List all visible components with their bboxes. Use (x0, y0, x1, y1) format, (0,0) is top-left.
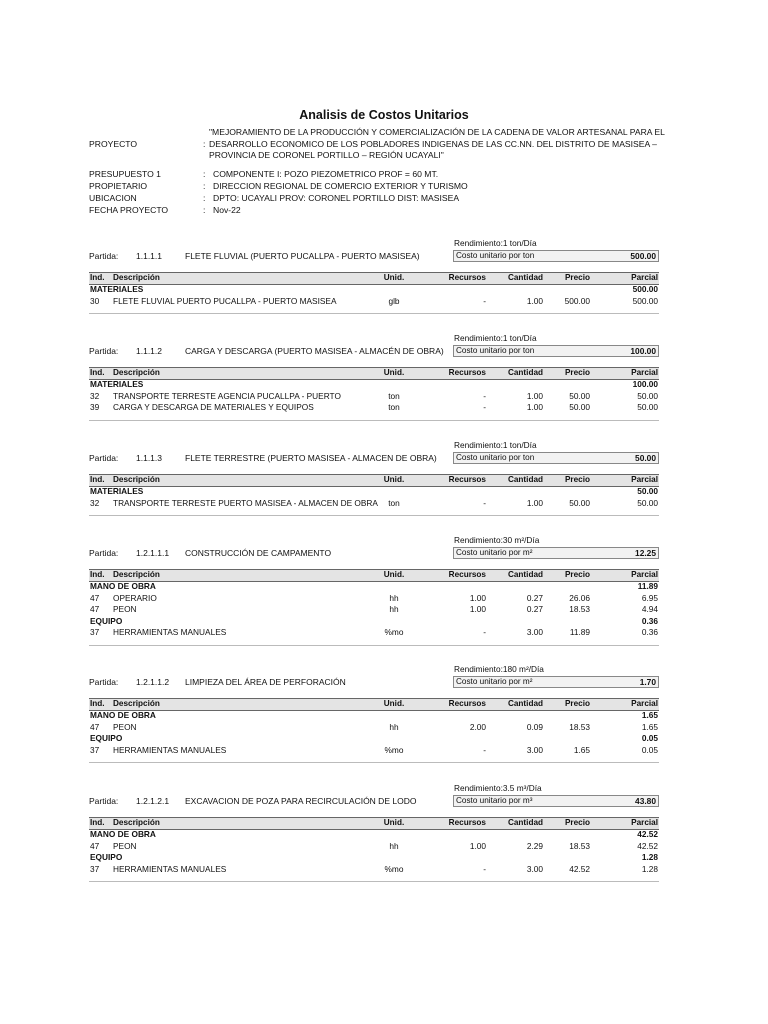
rendimiento: Rendimiento:3.5 m³/Día (454, 783, 542, 793)
table-row (89, 498, 659, 509)
header-value: DPTO: UCAYALI PROV: CORONEL PORTILLO DIST: MASISEA (213, 193, 460, 203)
unit-cost-box (453, 676, 659, 688)
cell-parc: 0.36 (641, 627, 658, 637)
section-divider (89, 515, 659, 516)
column-header-unid: Unid. (383, 273, 405, 282)
cell-prec: 11.89 (569, 627, 590, 637)
group-row (89, 829, 659, 840)
group-name: EQUIPO (90, 733, 123, 743)
cell-cant: 3.00 (526, 627, 543, 637)
partida-label: Partida: (89, 548, 119, 558)
unit-cost-value: 100.00 (630, 346, 656, 356)
cell-rec: 1.00 (469, 604, 486, 614)
unit-cost-value: 12.25 (635, 548, 656, 558)
group-total: 1.65 (641, 710, 658, 720)
cell-ind: 37 (90, 744, 100, 755)
cell-ind: 39 (90, 402, 100, 412)
cell-rec: - (483, 402, 486, 412)
cell-parc: 42.52 (637, 840, 658, 851)
header-colon: : (203, 169, 206, 179)
group-total: 11.89 (637, 581, 658, 591)
cell-cant: 3.00 (526, 744, 543, 755)
cell-desc: HERRAMIENTAS MANUALES (113, 744, 227, 755)
group-row (89, 733, 659, 744)
partida-label: Partida: (89, 346, 119, 356)
header-label: PRESUPUESTO 1 (89, 169, 161, 179)
partida-code: 1.2.1.1.2 (136, 677, 170, 687)
cell-parc: 1.65 (641, 721, 658, 732)
cell-parc: 0.05 (641, 744, 658, 755)
header-value: PROVINCIA DE CORONEL PORTILLO – REGIÓN UCAYALI" (209, 150, 444, 160)
cell-prec: 42.52 (569, 863, 590, 874)
unit-cost-box (453, 795, 659, 807)
group-name: EQUIPO (90, 615, 123, 626)
group-row (89, 852, 659, 863)
table-row (89, 722, 659, 733)
column-header-desc: Descripción (113, 699, 160, 708)
partida-code: 1.2.1.2.1 (136, 796, 170, 806)
cell-ind: 32 (90, 497, 100, 508)
cell-cant: 1.00 (526, 497, 543, 508)
group-name: MANO DE OBRA (90, 710, 156, 720)
rendimiento: Rendimiento:30 m²/Día (454, 535, 540, 545)
rendimiento: Rendimiento:1 ton/Día (454, 238, 537, 248)
group-row (89, 710, 659, 721)
column-header-unid: Unid. (383, 570, 405, 579)
column-header-parc: Parcial (631, 818, 658, 827)
partida-description: EXCAVACION DE POZA PARA RECIRCULACIÓN DE LODO (185, 796, 417, 806)
column-header-rec: Recursos (448, 818, 486, 827)
partida-code: 1.2.1.1.1 (136, 548, 170, 558)
cell-rec: 1.00 (469, 592, 486, 603)
cell-unid: %mo (384, 863, 404, 874)
cell-rec: - (483, 744, 486, 755)
group-total: 42.52 (637, 829, 658, 839)
cell-ind: 47 (90, 604, 100, 614)
rendimiento: Rendimiento:1 ton/Día (454, 333, 537, 343)
column-header-desc: Descripción (113, 818, 160, 827)
rendimiento: Rendimiento:1 ton/Día (454, 440, 537, 450)
unit-cost-label: Costo unitario por m³ (456, 796, 533, 805)
page-title: Analisis de Costos Unitarios (299, 108, 469, 122)
cell-ind: 32 (90, 390, 100, 401)
column-header-cant: Cantidad (507, 570, 543, 579)
cell-unid: hh (389, 604, 399, 614)
group-total: 0.05 (641, 733, 658, 743)
cell-desc: PEON (113, 604, 137, 614)
group-row (89, 616, 659, 627)
group-name: MATERIALES (90, 284, 144, 294)
cell-rec: 2.00 (469, 721, 486, 732)
cell-cant: 0.09 (526, 721, 543, 732)
cell-desc: PEON (113, 721, 137, 732)
partida-label: Partida: (89, 677, 119, 687)
cell-desc: PEON (113, 840, 137, 851)
cell-prec: 50.00 (569, 497, 590, 508)
unit-cost-label: Costo unitario por m² (456, 677, 533, 686)
cell-cant: 0.27 (526, 592, 543, 603)
group-total: 0.36 (641, 615, 658, 626)
column-header-unid: Unid. (383, 368, 405, 377)
group-row (89, 581, 659, 592)
group-total: 50.00 (637, 486, 658, 496)
cell-cant: 1.00 (526, 402, 543, 412)
section-divider (89, 645, 659, 646)
column-header-rec: Recursos (448, 699, 486, 708)
column-header-desc: Descripción (113, 273, 160, 282)
cell-unid: hh (389, 840, 399, 851)
column-header-prec: Precio (564, 699, 590, 708)
group-row (89, 486, 659, 497)
table-row (89, 604, 659, 615)
column-header-rec: Recursos (448, 475, 486, 484)
group-row (89, 379, 659, 390)
cell-ind: 30 (90, 295, 100, 306)
header-colon: : (203, 205, 206, 215)
unit-cost-label: Costo unitario por m² (456, 548, 533, 557)
partida-code: 1.1.1.1 (136, 251, 162, 261)
column-header-parc: Parcial (631, 273, 658, 282)
unit-cost-value: 50.00 (635, 453, 656, 463)
partida-label: Partida: (89, 796, 119, 806)
column-header-rec: Recursos (448, 570, 486, 579)
cell-parc: 50.00 (637, 390, 658, 401)
group-row (89, 284, 659, 295)
cell-parc: 6.95 (641, 592, 658, 603)
cell-rec: - (483, 863, 486, 874)
header-label: PROYECTO (89, 138, 138, 149)
group-total: 1.28 (641, 852, 658, 862)
column-header-prec: Precio (564, 818, 590, 827)
header-label: UBICACION (89, 193, 137, 203)
group-name: MATERIALES (90, 486, 144, 496)
cell-ind: 37 (90, 863, 100, 874)
header-value: DESARROLLO ECONOMICO DE LOS POBLADORES INDIGENAS DE LAS CC.NN. DEL DISTRITO DE MASISEA – (209, 138, 657, 149)
column-header-cant: Cantidad (507, 475, 543, 484)
partida-description: CARGA Y DESCARGA (PUERTO MASISEA - ALMACÉN DE OBRA) (185, 346, 444, 356)
header-value: DIRECCION REGIONAL DE COMERCIO EXTERIOR Y TURISMO (213, 181, 468, 191)
table-row (89, 627, 659, 638)
column-header-cant: Cantidad (507, 818, 543, 827)
header-value: "MEJORAMIENTO DE LA PRODUCCIÓN Y COMERCIALIZACIÓN DE LA CADENA DE VALOR ARTESANAL PARA EL (209, 127, 665, 137)
header-label: FECHA PROYECTO (89, 205, 169, 215)
partida-description: LIMPIEZA DEL ÁREA DE PERFORACIÓN (185, 677, 346, 687)
column-header-rec: Recursos (448, 273, 486, 282)
cell-unid: hh (389, 592, 399, 603)
partida-code: 1.1.1.2 (136, 346, 162, 356)
cell-prec: 50.00 (569, 390, 590, 401)
cell-ind: 47 (90, 721, 100, 732)
cell-desc: OPERARIO (113, 592, 157, 603)
unit-cost-box (453, 250, 659, 262)
column-header-parc: Parcial (631, 570, 658, 579)
table-row (89, 402, 659, 413)
unit-cost-label: Costo unitario por ton (456, 346, 535, 355)
column-header-ind: Ind. (90, 570, 105, 579)
group-name: MATERIALES (90, 379, 144, 389)
group-name: MANO DE OBRA (90, 581, 156, 591)
cell-desc: HERRAMIENTAS MANUALES (113, 627, 227, 637)
cell-unid: ton (388, 402, 400, 412)
cell-parc: 500.00 (632, 295, 658, 306)
cell-prec: 50.00 (569, 402, 590, 412)
unit-cost-value: 43.80 (635, 796, 656, 806)
unit-cost-box (453, 547, 659, 559)
unit-cost-box (453, 345, 659, 357)
cell-desc: HERRAMIENTAS MANUALES (113, 863, 227, 874)
cell-unid: %mo (384, 627, 404, 637)
partida-label: Partida: (89, 251, 119, 261)
cell-cant: 2.29 (526, 840, 543, 851)
column-header-desc: Descripción (113, 570, 160, 579)
column-header-cant: Cantidad (507, 273, 543, 282)
column-header-unid: Unid. (383, 818, 405, 827)
cell-unid: ton (388, 497, 400, 508)
cell-prec: 26.06 (569, 592, 590, 603)
section-divider (89, 881, 659, 882)
cell-prec: 18.53 (569, 840, 590, 851)
cell-prec: 500.00 (564, 295, 590, 306)
group-name: EQUIPO (90, 852, 123, 862)
header-colon: : (203, 138, 206, 149)
cell-ind: 37 (90, 627, 100, 637)
column-header-parc: Parcial (631, 699, 658, 708)
column-header-unid: Unid. (383, 699, 405, 708)
column-header-ind: Ind. (90, 475, 105, 484)
column-header-ind: Ind. (90, 699, 105, 708)
cell-rec: - (483, 390, 486, 401)
cell-cant: 1.00 (526, 295, 543, 306)
column-header-prec: Precio (564, 570, 590, 579)
header-label: PROPIETARIO (89, 181, 148, 191)
cell-desc: TRANSPORTE TERRESTE AGENCIA PUCALLPA - PUERTO (113, 390, 341, 401)
group-total: 100.00 (632, 379, 658, 389)
cell-rec: 1.00 (469, 840, 486, 851)
header-colon: : (203, 181, 206, 191)
column-header-rec: Recursos (448, 368, 486, 377)
column-header-ind: Ind. (90, 368, 105, 377)
unit-cost-box (453, 452, 659, 464)
group-name: MANO DE OBRA (90, 829, 156, 839)
column-header-cant: Cantidad (507, 368, 543, 377)
table-row (89, 841, 659, 852)
cell-unid: glb (388, 295, 400, 306)
column-header-parc: Parcial (631, 475, 658, 484)
cell-ind: 47 (90, 592, 100, 603)
table-row (89, 296, 659, 307)
unit-cost-value: 1.70 (639, 677, 656, 687)
partida-code: 1.1.1.3 (136, 453, 162, 463)
cell-parc: 50.00 (637, 497, 658, 508)
cell-cant: 0.27 (526, 604, 543, 614)
cell-cant: 3.00 (526, 863, 543, 874)
cell-parc: 50.00 (637, 402, 658, 412)
section-divider (89, 420, 659, 421)
header-value: COMPONENTE I: POZO PIEZOMETRICO PROF = 60 MT. (213, 169, 439, 179)
cell-desc: CARGA Y DESCARGA DE MATERIALES Y EQUIPOS (113, 402, 314, 412)
cell-unid: %mo (384, 744, 404, 755)
cell-prec: 18.53 (569, 721, 590, 732)
column-header-ind: Ind. (90, 273, 105, 282)
table-row (89, 864, 659, 875)
column-header-prec: Precio (564, 273, 590, 282)
header-colon: : (203, 193, 206, 203)
table-row (89, 391, 659, 402)
unit-cost-value: 500.00 (630, 251, 656, 261)
column-header-parc: Parcial (631, 368, 658, 377)
column-header-desc: Descripción (113, 475, 160, 484)
cell-parc: 4.94 (641, 604, 658, 614)
cell-rec: - (483, 497, 486, 508)
cell-ind: 47 (90, 840, 100, 851)
header-value: Nov-22 (213, 205, 241, 215)
cell-desc: FLETE FLUVIAL PUERTO PUCALLPA - PUERTO MASISEA (113, 295, 337, 306)
partida-description: CONSTRUCCIÓN DE CAMPAMENTO (185, 548, 332, 558)
unit-cost-label: Costo unitario por ton (456, 453, 535, 462)
cell-prec: 18.53 (569, 604, 590, 614)
partida-description: FLETE TERRESTRE (PUERTO MASISEA - ALMACEN DE OBRA) (185, 453, 437, 463)
column-header-ind: Ind. (90, 818, 105, 827)
partida-label: Partida: (89, 453, 119, 463)
column-header-prec: Precio (564, 368, 590, 377)
column-header-desc: Descripción (113, 368, 160, 377)
rendimiento: Rendimiento:180 m²/Día (454, 664, 544, 674)
cell-cant: 1.00 (526, 390, 543, 401)
table-row (89, 745, 659, 756)
partida-description: FLETE FLUVIAL (PUERTO PUCALLPA - PUERTO MASISEA) (185, 251, 420, 261)
table-row (89, 593, 659, 604)
group-total: 500.00 (632, 284, 658, 294)
cell-rec: - (483, 295, 486, 306)
column-header-prec: Precio (564, 475, 590, 484)
cell-parc: 1.28 (641, 863, 658, 874)
cell-unid: hh (389, 721, 399, 732)
section-divider (89, 762, 659, 763)
cell-unid: ton (388, 390, 400, 401)
cell-desc: TRANSPORTE TERRESTE PUERTO MASISEA - ALMACEN DE OBRA (113, 497, 378, 508)
section-divider (89, 313, 659, 314)
cell-rec: - (483, 627, 486, 637)
column-header-unid: Unid. (383, 475, 405, 484)
cell-prec: 1.65 (573, 744, 590, 755)
column-header-cant: Cantidad (507, 699, 543, 708)
unit-cost-label: Costo unitario por ton (456, 251, 535, 260)
